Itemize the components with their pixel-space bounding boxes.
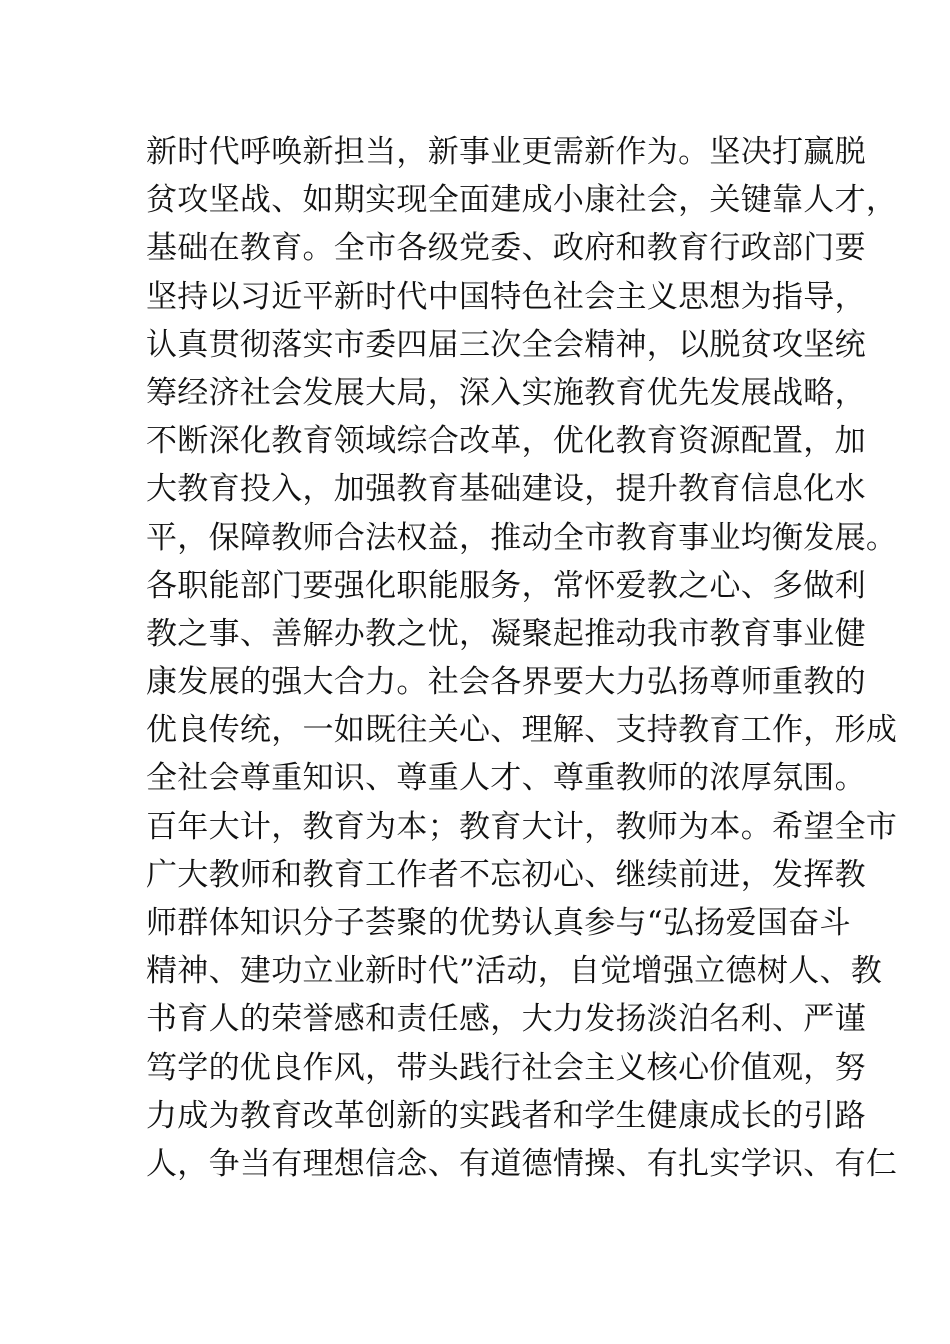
text-line-13: 优良传统，一如既往关心、理解、支持教育工作，形成: [146, 712, 898, 749]
text-line-5: 认真贯彻落实市委四届三次全会精神，以脱贫攻坚统: [146, 326, 866, 363]
text-line-11: 教之事、善解办教之忧，凝聚起推动我市教育事业健: [146, 615, 866, 652]
text-line-12: 康发展的强大合力。社会各界要大力弘扬尊师重教的: [146, 664, 866, 701]
text-line-1: 新时代呼唤新担当，新事业更需新作为。坚决打赢脱: [146, 134, 866, 170]
body-text: [146, 128, 898, 1188]
text-line-2: 贫攻坚战、如期实现全面建成小康社会，关键靠人才，: [146, 182, 898, 219]
text-line-7: 不断深化教育领域综合改革，优化教育资源配置，加: [146, 423, 866, 460]
text-line-3: 基础在教育。全市各级党委、政府和教育行政部门要: [146, 230, 866, 267]
text-line-9: 平，保障教师合法权益，推动全市教育事业均衡发展。: [146, 519, 898, 556]
text-line-14: 全社会尊重知识、尊重人才、尊重教师的浓厚氛围。: [146, 760, 866, 797]
text-line-6: 筹经济社会发展大局，深入实施教育优先发展战略，: [146, 374, 866, 411]
text-line-18: 精神、建功立业新时代”活动，自觉增强立德树人、教: [146, 953, 883, 990]
text-line-10: 各职能部门要强化职能服务，常怀爱教之心、多做利: [146, 567, 866, 604]
text-line-15: 百年大计，教育为本；教育大计，教师为本。希望全市: [146, 808, 898, 845]
text-line-19: 书育人的荣誉感和责任感，大力发扬淡泊名利、严谨: [146, 1001, 866, 1038]
text-line-8: 大教育投入，加强教育基础建设，提升教育信息化水: [146, 471, 866, 508]
text-line-20: 笃学的优良作风，带头践行社会主义核心价值观，努: [146, 1049, 866, 1086]
text-line-22: 人，争当有理想信念、有道德情操、有扎实学识、有仁: [146, 1145, 898, 1182]
text-line-16: 广大教师和教育工作者不忘初心、继续前进，发挥教: [146, 856, 866, 893]
text-line-17: 师群体知识分子荟聚的优势认真参与“弘扬爱国奋斗: [146, 905, 851, 941]
text-line-21: 力成为教育改革创新的实践者和学生健康成长的引路: [146, 1097, 866, 1134]
text-line-4: 坚持以习近平新时代中国特色社会主义思想为指导，: [146, 278, 866, 315]
